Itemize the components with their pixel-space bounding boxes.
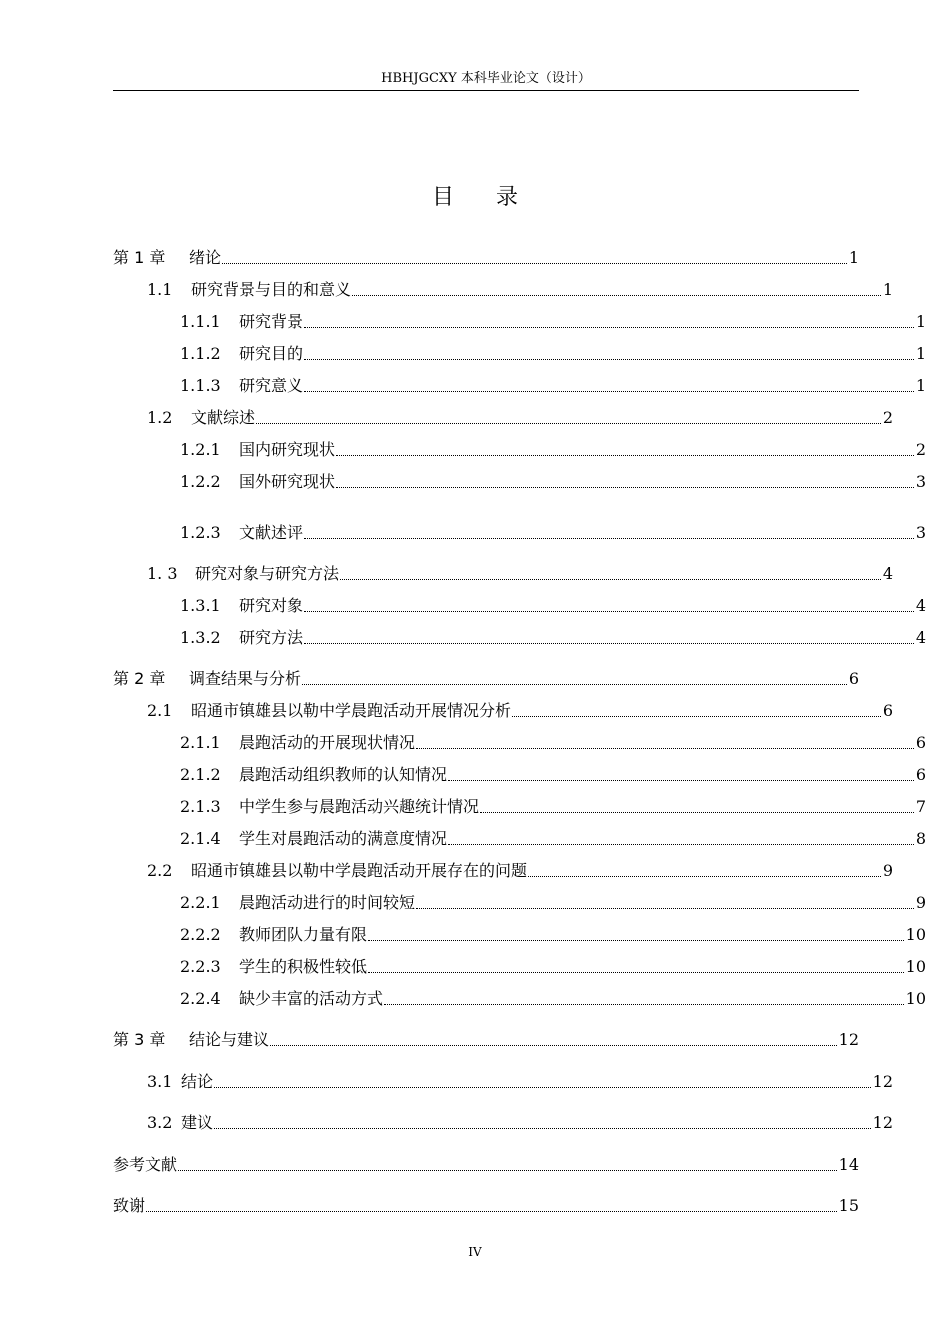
toc-title: 致谢 (113, 1196, 146, 1215)
toc-number: 3.2 (147, 1113, 173, 1132)
toc-title: 研究对象 (239, 596, 304, 615)
toc-number: 1.2.1 (180, 440, 221, 459)
page-number: IV (468, 1245, 482, 1259)
toc-number: 2.1.4 (180, 829, 221, 848)
toc-page: 1 (915, 312, 926, 331)
toc-entry-1-3[interactable] (113, 563, 893, 585)
toc-number: 2.2 (147, 861, 173, 880)
toc-number: 2.1.1 (180, 733, 221, 752)
toc-title: 研究背景 (239, 312, 304, 331)
toc-entry-1-2-1[interactable] (113, 439, 926, 461)
toc-page: 10 (905, 989, 926, 1008)
toc-entry-chapter-2[interactable] (113, 668, 859, 690)
toc-number: 3.1 (147, 1072, 173, 1091)
toc-page: 7 (915, 797, 926, 816)
toc-number: 2.2.2 (180, 925, 221, 944)
toc-leader (448, 844, 914, 845)
toc-number: 1.1.2 (180, 344, 221, 363)
toc-number: 2.2.4 (180, 989, 221, 1008)
toc-title: 研究意义 (239, 376, 304, 395)
toc-title: 中学生参与晨跑活动兴趣统计情况 (239, 797, 480, 816)
toc-leader (214, 1128, 871, 1129)
toc-entry-references[interactable] (113, 1154, 859, 1176)
toc-number: 1.1.1 (180, 312, 221, 331)
toc-leader (178, 1170, 837, 1171)
toc-leader (146, 1211, 837, 1212)
toc-title: 建议 (181, 1113, 214, 1132)
toc-entry-2-1-4[interactable] (113, 828, 926, 850)
toc-title: 文献述评 (239, 523, 304, 542)
toc-entry-2-1[interactable] (113, 700, 893, 722)
toc-number: 2.2.3 (180, 957, 221, 976)
toc-title: 晨跑活动组织教师的认知情况 (239, 765, 448, 784)
toc-title: 晨跑活动进行的时间较短 (239, 893, 416, 912)
toc-leader (222, 263, 847, 264)
toc-entry-1-3-2[interactable] (113, 627, 926, 649)
toc-entry-1-2-2[interactable] (113, 471, 926, 493)
toc-title: 研究背景与目的和意义 (191, 280, 352, 299)
toc-page: 3 (915, 472, 926, 491)
toc-leader (304, 359, 914, 360)
toc-number: 2.1.3 (180, 797, 221, 816)
toc-page: 4 (915, 596, 926, 615)
toc-number: 第 3 章 (113, 1030, 166, 1049)
toc-entry-chapter-1[interactable] (113, 247, 859, 269)
toc-page: 6 (915, 733, 926, 752)
toc-leader (448, 780, 914, 781)
toc-entry-1-2-3[interactable] (113, 522, 926, 544)
toc-leader (336, 487, 914, 488)
toc-title: 国内研究现状 (239, 440, 336, 459)
toc-page: 12 (838, 1030, 859, 1049)
toc-entry-1-3-1[interactable] (113, 595, 926, 617)
toc-leader (304, 611, 914, 612)
toc-title: 结论与建议 (189, 1030, 270, 1049)
toc-number: 2.1 (147, 701, 173, 720)
toc-page: 12 (872, 1113, 893, 1132)
toc-page: 15 (838, 1196, 859, 1215)
toc-page: 10 (905, 925, 926, 944)
toc-page: 8 (915, 829, 926, 848)
toc-title: 昭通市镇雄县以勒中学晨跑活动开展情况分析 (191, 701, 512, 720)
toc-leader (528, 876, 881, 877)
toc-title: 研究对象与研究方法 (195, 564, 340, 583)
toc-number: 1.1 (147, 280, 173, 299)
toc-page: 1 (882, 280, 893, 299)
toc-leader (480, 812, 914, 813)
toc-leader (304, 643, 914, 644)
toc-number: 1.3.2 (180, 628, 221, 647)
toc-page: 14 (838, 1155, 859, 1174)
toc-title: 参考文献 (113, 1155, 178, 1174)
toc-entry-2-2-3[interactable] (113, 956, 926, 978)
toc-page: 1 (915, 344, 926, 363)
toc-leader (416, 908, 914, 909)
toc-page: 6 (848, 669, 859, 688)
toc-leader (368, 940, 904, 941)
toc-page: 12 (872, 1072, 893, 1091)
toc-page: 4 (882, 564, 893, 583)
toc-title: 文献综述 (191, 408, 256, 427)
toc-leader (336, 455, 914, 456)
toc-leader (416, 748, 914, 749)
toc-page: 1 (915, 376, 926, 395)
toc-title: 研究方法 (239, 628, 304, 647)
toc-number: 1.3.1 (180, 596, 221, 615)
toc-page: 4 (915, 628, 926, 647)
toc-entry-3-1[interactable] (113, 1071, 893, 1093)
toc-number: 第 2 章 (113, 669, 166, 688)
toc-page: 9 (915, 893, 926, 912)
toc-page: 9 (882, 861, 893, 880)
toc-entry-2-2-4[interactable] (113, 988, 926, 1010)
toc-entry-3-2[interactable] (113, 1112, 893, 1134)
toc-number: 1.2.3 (180, 523, 221, 542)
toc-title: 学生对晨跑活动的满意度情况 (239, 829, 448, 848)
toc-number: 2.2.1 (180, 893, 221, 912)
toc-title: 教师团队力量有限 (239, 925, 368, 944)
toc-entry-chapter-3[interactable] (113, 1029, 859, 1051)
toc-leader (340, 579, 881, 580)
toc-leader (304, 327, 914, 328)
toc-page: 6 (915, 765, 926, 784)
toc-number: 1.1.3 (180, 376, 221, 395)
toc-title: 研究目的 (239, 344, 304, 363)
toc-title: 绪论 (189, 248, 222, 267)
toc-title: 昭通市镇雄县以勒中学晨跑活动开展存在的问题 (191, 861, 528, 880)
toc-leader (352, 295, 881, 296)
page-title: 目录 (431, 185, 560, 210)
toc-page: 1 (848, 248, 859, 267)
page-header: HBHJGCXY 本科毕业论文（设计） (113, 70, 859, 91)
toc-leader (368, 972, 904, 973)
toc-leader (302, 684, 847, 685)
toc-entry-1-1-2[interactable] (113, 343, 926, 365)
toc-title: 国外研究现状 (239, 472, 336, 491)
toc-entry-1-1-3[interactable] (113, 375, 926, 397)
toc-entry-2-2-2[interactable] (113, 924, 926, 946)
toc-entry-2-1-3[interactable] (113, 796, 926, 818)
toc-page: 10 (905, 957, 926, 976)
toc-leader (214, 1087, 871, 1088)
toc-entry-1-1-1[interactable] (113, 311, 926, 333)
toc-entry-2-2-1[interactable] (113, 892, 926, 914)
toc-entry-2-1-1[interactable] (113, 732, 926, 754)
toc-leader (304, 391, 914, 392)
toc-number: 1. 3 (147, 564, 178, 583)
toc-title: 晨跑活动的开展现状情况 (239, 733, 416, 752)
toc-number: 第 1 章 (113, 248, 166, 267)
toc-entry-1-2[interactable] (113, 407, 893, 429)
toc-leader (304, 538, 914, 539)
toc-title: 调查结果与分析 (189, 669, 302, 688)
toc-title: 结论 (181, 1072, 214, 1091)
toc-page: 2 (915, 440, 926, 459)
toc-number: 1.2 (147, 408, 173, 427)
toc-leader (384, 1004, 904, 1005)
toc-leader (270, 1045, 837, 1046)
toc-entry-2-1-2[interactable] (113, 764, 926, 786)
toc-page: 3 (915, 523, 926, 542)
toc-entry-acknowledgements[interactable] (113, 1195, 859, 1217)
toc-title: 缺少丰富的活动方式 (239, 989, 384, 1008)
toc-page: 2 (882, 408, 893, 427)
toc-entry-2-2[interactable] (113, 860, 893, 882)
toc-number: 2.1.2 (180, 765, 221, 784)
toc-title: 学生的积极性较低 (239, 957, 368, 976)
toc-number: 1.2.2 (180, 472, 221, 491)
toc-page: 6 (882, 701, 893, 720)
toc-leader (256, 423, 881, 424)
toc-entry-1-1[interactable] (113, 279, 893, 301)
toc-leader (512, 716, 881, 717)
